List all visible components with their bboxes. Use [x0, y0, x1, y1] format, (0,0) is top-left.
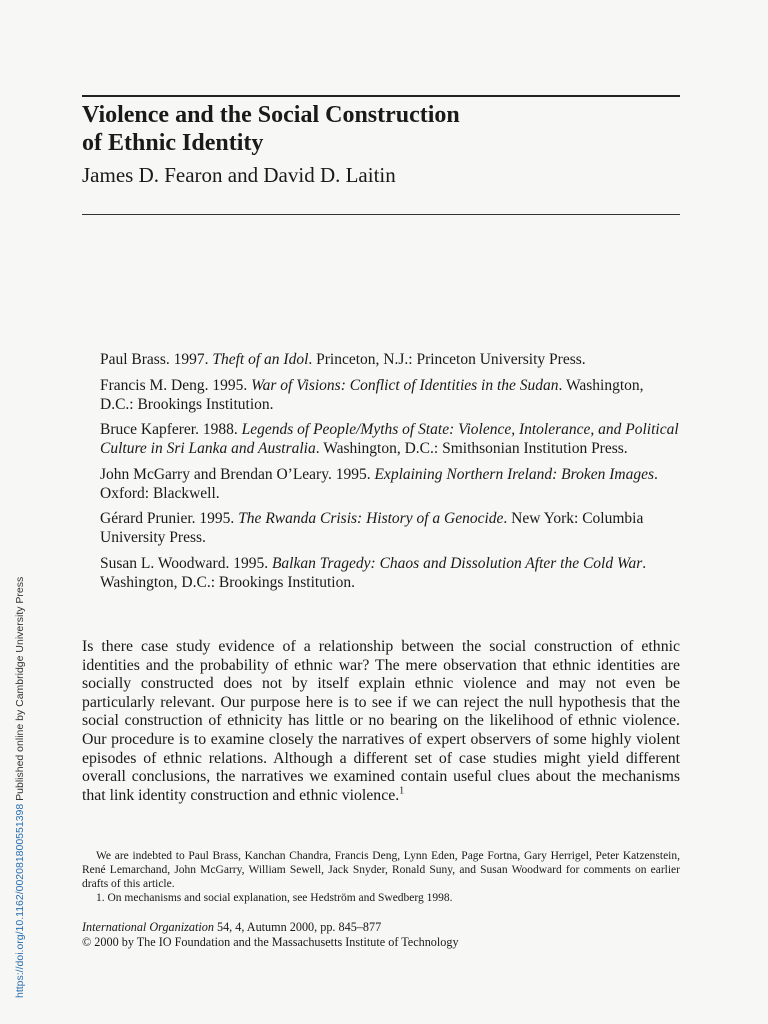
- journal-citation: International Organization 54, 4, Autumn 2000, pp. 845–877: [82, 920, 382, 934]
- acknowledgment-note: We are indebted to Paul Brass, Kanchan Chandra, Francis Deng, Lynn Eden, Page Fortna, Gary Herrigel, Peter Katzenstein, René Lemarchand, John McGarry, William Sewell, Jack Snyder, Ronald Suny, and Susan Woodward for comments on earlier drafts of this article.: [82, 850, 680, 890]
- reference-list: [100, 350, 680, 598]
- reference-title: Explaining Northern Ireland: Broken Images: [374, 465, 654, 483]
- footnotes: [82, 849, 680, 905]
- doi-link[interactable]: https://doi.org/10.1162/002081800551398: [14, 803, 26, 998]
- journal-name: International Organization: [82, 920, 214, 934]
- article-title: [82, 101, 682, 157]
- title-line-2: of Ethnic Identity: [82, 130, 264, 156]
- body-paragraph: Is there case study evidence of a relationship between the social construction of ethnic identities and the probability of ethnic war? The mere observation that ethnic identities are socially constructed does not by itself explain ethnic violence and may not even be particularly relevant. Our purpose here is to see if we can reject the null hypothesis that the social construction of ethnicity has little or no bearing on the likelihood of ethnic violence. Our procedure is to examine closely the narratives of expert observers of some highly violent episodes of ethnic relations. Although a different set of case studies might yield different overall conclusions, the narratives we examined contain useful clues about the mechanisms that link identity construction and ethnic violence.$^1$: [82, 638, 680, 804]
- reference-item: Francis M. Deng. 1995. War of Visions: Conflict of Identities in the Sudan. Washington, D.C.: Brookings Institution.: [100, 376, 644, 413]
- header-bottom-rule: [82, 214, 680, 215]
- reference-title: Legends of People/Myths of State: Violence, Intolerance, and Political Culture in Sri Lanka and Australia: [100, 421, 679, 457]
- reference-title: War of Visions: Conflict of Identities in the Sudan: [251, 376, 559, 394]
- publication-info: [82, 920, 680, 950]
- reference-item: John McGarry and Brendan O’Leary. 1995. Explaining Northern Ireland: Broken Images. Oxford: Blackwell.: [100, 465, 658, 502]
- reference-item: Gérard Prunier. 1995. The Rwanda Crisis: History of a Genocide. New York: Columbia University Press.: [100, 510, 644, 546]
- reference-title: Theft of an Idol: [212, 351, 309, 368]
- reference-title: The Rwanda Crisis: History of a Genocide: [238, 510, 504, 527]
- reference-item: Paul Brass. 1997. Theft of an Idol. Princeton, N.J.: Princeton University Press.: [100, 351, 586, 368]
- doi-sidebar: [14, 577, 26, 998]
- article-authors: James D. Fearon and David D. Laitin: [82, 163, 396, 187]
- copyright-line: © 2000 by The IO Foundation and the Massachusetts Institute of Technology: [82, 935, 459, 949]
- footnote-1: 1. On mechanisms and social explanation, see Hedström and Swedberg 1998.: [96, 892, 453, 904]
- title-line-1: Violence and the Social Construction: [82, 102, 460, 128]
- top-rule: [82, 95, 680, 97]
- footnote-marker[interactable]: 1: [399, 785, 405, 797]
- published-online-note: Published online by Cambridge University Press: [14, 576, 26, 804]
- reference-title: Balkan Tragedy: Chaos and Dissolution After the Cold War: [271, 554, 643, 572]
- reference-item: Susan L. Woodward. 1995. Balkan Tragedy: Chaos and Dissolution After the Cold War. Washington, D.C.: Brookings Institution.: [100, 554, 647, 591]
- reference-item: Bruce Kapferer. 1988. Legends of People/Myths of State: Violence, Intolerance, and Political Culture in Sri Lanka and Australia. Washington, D.C.: Smithsonian Institution Press.: [100, 421, 679, 457]
